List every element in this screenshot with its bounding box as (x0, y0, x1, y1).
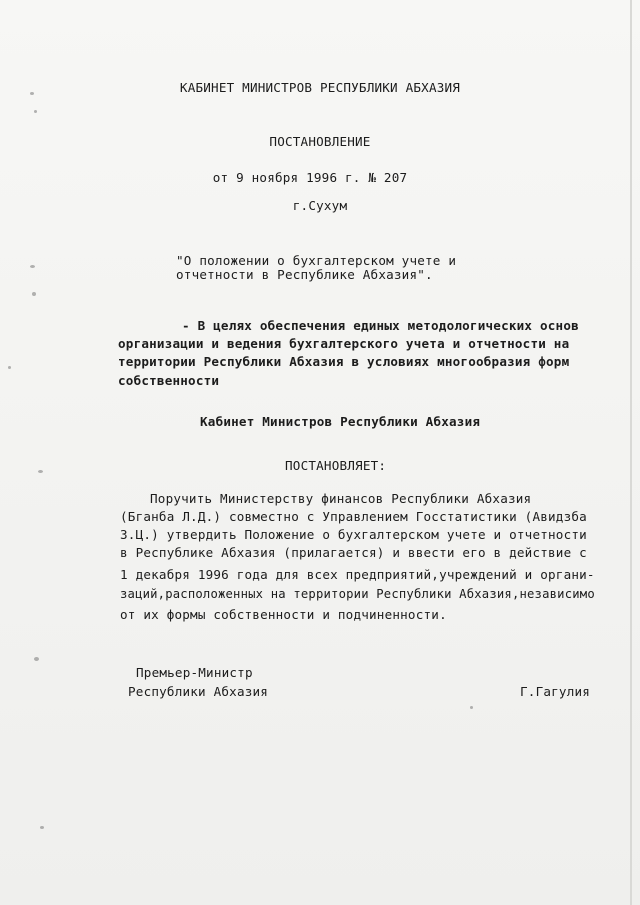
scan-speck (8, 366, 11, 369)
body-line-1: Поручить Министерству финансов Республики Абхазия (150, 491, 532, 506)
scan-speck (30, 265, 35, 268)
body-line-4: в Республике Абхазия (прилагается) и ввести его в действие с (120, 545, 587, 560)
signature-position-2: Республики Абхазия (128, 684, 269, 699)
signature-position-1: Премьер-Министр (136, 665, 253, 680)
scan-speck (38, 470, 43, 473)
preamble-line-3: территории Республики Абхазия в условиях многообразия форм (118, 354, 570, 369)
preamble-line-1: - В целях обеспечения единых методологических основ (182, 318, 579, 333)
scan-speck (32, 292, 36, 296)
title-line-2: отчетности в Республике Абхазия". (176, 267, 433, 282)
scan-speck (470, 706, 473, 709)
date-line: от 9 ноября 1996 г. № 207 (212, 170, 408, 185)
resolves-heading: ПОСТАНОВЛЯЕТ: (285, 458, 387, 473)
body-line-6: заций,расположенных на территории Республики Абхазия,независимо (120, 587, 595, 601)
body-line-2: (Бганба Л.Д.) совместно с Управлением Госстатистики (Авидзба (120, 509, 587, 524)
scan-speck (40, 826, 44, 829)
doc-type: ПОСТАНОВЛЕНИЕ (269, 134, 371, 149)
scan-speck (34, 657, 39, 661)
header-org: КАБИНЕТ МИНИСТРОВ РЕСПУБЛИКИ АБХАЗИЯ (179, 80, 461, 95)
body-line-5: 1 декабря 1996 года для всех предприятий,учреждений и органи- (120, 567, 595, 582)
preamble-line-2: организации и ведения бухгалтерского учета и отчетности на (118, 336, 570, 351)
place: г.Сухум (292, 198, 348, 213)
body-line-3: З.Ц.) утвердить Положение о бухгалтерском учете и отчетности (120, 527, 587, 542)
scan-speck (34, 110, 37, 113)
title-line-1: "О положении о бухгалтерском учете и (176, 253, 457, 268)
scan-speck (30, 92, 34, 95)
issuer: Кабинет Министров Республики Абхазия (200, 414, 481, 429)
preamble-line-4: собственности (118, 373, 220, 388)
body-line-7: от их формы собственности и подчиненности. (120, 607, 447, 622)
signature-name: Г.Гагулия (520, 684, 591, 699)
